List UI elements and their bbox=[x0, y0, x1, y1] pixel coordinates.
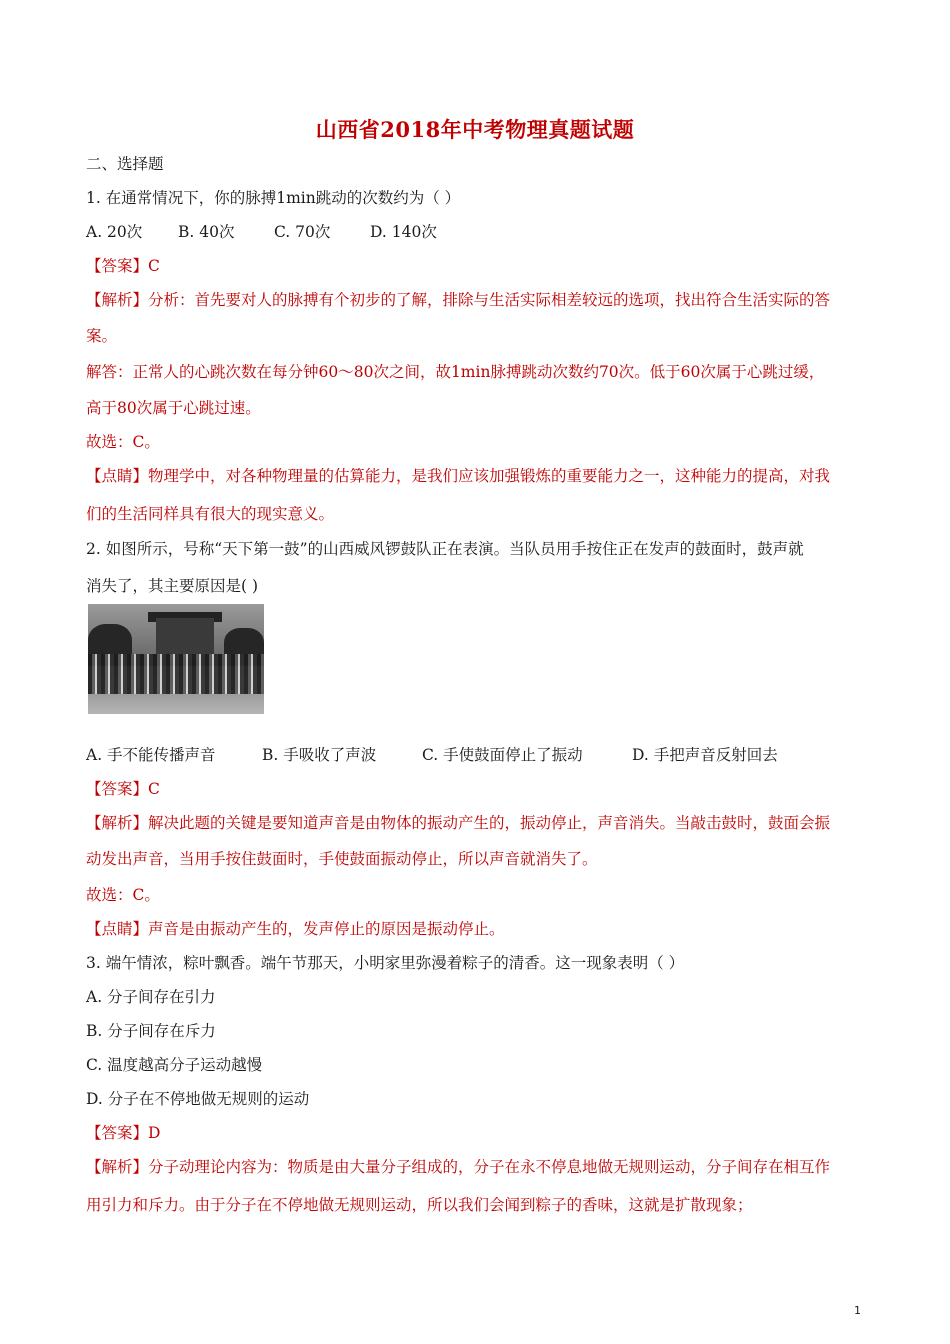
option-b: B. 手吸收了声波 bbox=[262, 746, 377, 764]
question-1-comment: 【点睛】物理学中，对各种物理量的估算能力，是我们应该加强锻炼的重要能力之一，这种能力的提高，对我 bbox=[86, 467, 831, 485]
question-3-option-d: D. 分子在不停地做无规则的运动 bbox=[86, 1090, 310, 1108]
page-number: 1 bbox=[854, 1304, 861, 1317]
option-c: C. 手使鼓面停止了振动 bbox=[422, 746, 583, 764]
question-1-answer: 【答案】C bbox=[86, 257, 160, 275]
question-1-analysis-cont: 案。 bbox=[86, 327, 118, 345]
question-2-analysis-cont: 动发出声音，当用手按住鼓面时，手使鼓面振动停止，所以声音就消失了。 bbox=[86, 850, 598, 868]
question-1-analysis: 【解析】分析：首先要对人的脉搏有个初步的了解，排除与生活实际相差较远的选项，找出符合生活实际的答 bbox=[86, 291, 831, 309]
page-title: 山西省2018年中考物理真题试题 bbox=[315, 117, 635, 142]
question-2-stem: 2. 如图所示，号称“天下第一鼓”的山西威风锣鼓队正在表演。当队员用手按住正在发声的鼓面时，鼓声就 bbox=[86, 540, 804, 558]
option-a: A. 手不能传播声音 bbox=[86, 746, 216, 764]
question-1-options bbox=[86, 221, 876, 243]
question-3-stem: 3. 端午情浓，粽叶飘香。端午节那天，小明家里弥漫着粽子的清香。这一现象表明（ ） bbox=[86, 954, 685, 972]
option-a: A. 20次 bbox=[86, 223, 143, 241]
question-1-comment-cont: 们的生活同样具有很大的现实意义。 bbox=[86, 505, 335, 523]
question-3-option-a: A. 分子间存在引力 bbox=[86, 988, 216, 1006]
question-3-answer: 【答案】D bbox=[86, 1124, 161, 1142]
question-1-solution-cont: 高于80次属于心跳过速。 bbox=[86, 399, 261, 417]
question-2-comment: 【点睛】声音是由振动产生的，发声停止的原因是振动停止。 bbox=[86, 920, 505, 938]
question-2-choice: 故选：C。 bbox=[86, 886, 160, 904]
option-d: D. 140次 bbox=[370, 223, 437, 241]
question-1-solution: 解答：正常人的心跳次数在每分钟60～80次之间，故1min脉搏跳动次数约70次。低于60次属于心跳过缓， bbox=[86, 363, 825, 381]
option-d: D. 手把声音反射回去 bbox=[632, 746, 778, 764]
question-3-option-c: C. 温度越高分子运动越慢 bbox=[86, 1056, 263, 1074]
question-2-analysis: 【解析】解决此题的关键是要知道声音是由物体的振动产生的，振动停止，声音消失。当敲击鼓时，鼓面会振 bbox=[86, 814, 831, 832]
question-1-choice: 故选：C。 bbox=[86, 433, 160, 451]
option-b: B. 40次 bbox=[178, 223, 235, 241]
question-1-stem: 1. 在通常情况下，你的脉搏1min跳动的次数约为（ ） bbox=[86, 189, 461, 207]
question-3-option-b: B. 分子间存在斥力 bbox=[86, 1022, 216, 1040]
question-3-analysis-cont: 用引力和斥力。由于分子在不停地做无规则运动，所以我们会闻到粽子的香味，这就是扩散现象； bbox=[86, 1196, 753, 1214]
drum-performance-photo bbox=[88, 604, 264, 714]
question-2-stem-cont: 消失了，其主要原因是( ) bbox=[86, 577, 259, 595]
option-c: C. 70次 bbox=[274, 223, 331, 241]
question-2-answer: 【答案】C bbox=[86, 780, 160, 798]
section-heading: 二、选择题 bbox=[86, 155, 164, 173]
question-3-analysis: 【解析】分子动理论内容为：物质是由大量分子组成的，分子在永不停息地做无规则运动，分子间存在相互作 bbox=[86, 1158, 831, 1176]
question-2-options bbox=[86, 744, 876, 766]
